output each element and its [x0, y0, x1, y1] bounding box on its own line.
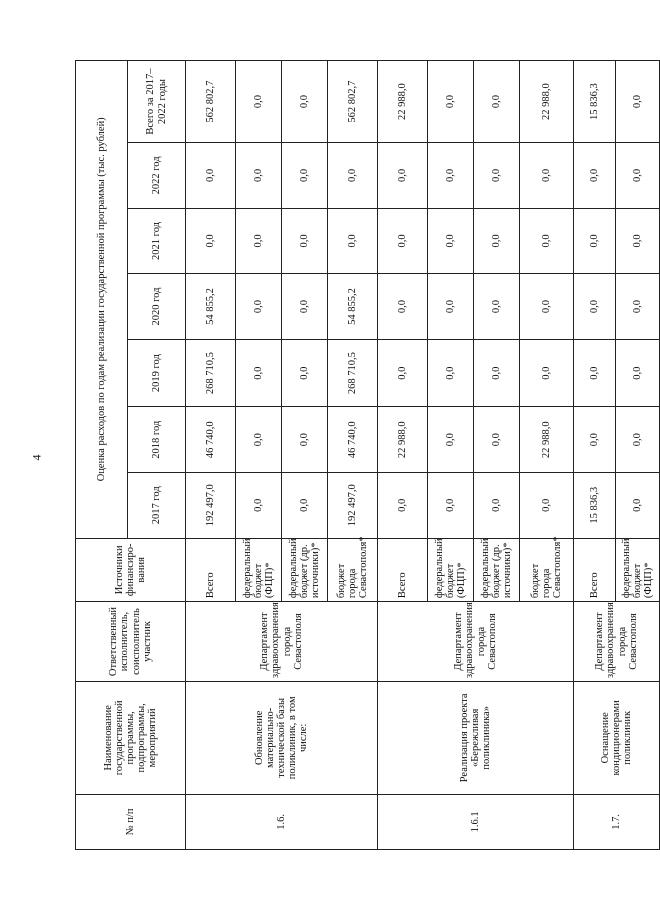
year-value-cell: 192 497,0 [186, 473, 236, 539]
funding-source: федеральный бюджет (др. источники)* [282, 538, 328, 602]
measure-name: Обновление материально-технической базы поликлиник, в том числе: [186, 681, 378, 794]
year-value-cell: 0,0 [474, 274, 520, 340]
header-name: Наименование государственной программы, подпрограммы, мероприятий [76, 681, 186, 794]
year-value-cell: 0,0 [378, 208, 428, 274]
rotated-table-container [75, 60, 654, 850]
table-row [186, 61, 236, 850]
measure-name: Реализация проекта «Бережливая поликлиника» [378, 681, 574, 794]
table-row [378, 61, 428, 850]
year-value-cell: 0,0 [282, 274, 328, 340]
total-value-cell: 0,0 [282, 61, 328, 143]
year-value-cell: 0,0 [474, 473, 520, 539]
row-number: 1.6.1 [378, 794, 574, 849]
year-value-cell: 0,0 [236, 339, 282, 407]
year-value-cell: 0,0 [282, 407, 328, 473]
header-year-total: Всего за 2017–2022 годы [128, 61, 186, 143]
total-value-cell: 22 988,0 [520, 61, 574, 143]
year-value-cell: 0,0 [474, 339, 520, 407]
year-value-cell: 0,0 [574, 274, 616, 340]
year-value-cell: 0,0 [236, 407, 282, 473]
funding-source: федеральный бюджет (ФЦП)* [428, 538, 474, 602]
year-value-cell: 0,0 [574, 208, 616, 274]
year-value-cell: 0,0 [428, 274, 474, 340]
year-value-cell: 0,0 [378, 473, 428, 539]
year-value-cell: 0,0 [378, 339, 428, 407]
year-value-cell: 0,0 [236, 143, 282, 209]
funding-source: федеральный бюджет (ФЦП)* [236, 538, 282, 602]
year-value-cell: 0,0 [474, 143, 520, 209]
funding-source: Всего [378, 538, 428, 602]
year-value-cell: 0,0 [616, 143, 660, 209]
year-value-cell: 0,0 [616, 274, 660, 340]
header-year: 2017 год [128, 473, 186, 539]
header-year: 2018 год [128, 407, 186, 473]
year-value-cell: 0,0 [282, 339, 328, 407]
total-value-cell: 15 836,3 [574, 61, 616, 143]
funding-source: Всего [186, 538, 236, 602]
year-value-cell: 0,0 [428, 473, 474, 539]
header-executor: Ответственный исполнитель, соисполнитель участник [76, 602, 186, 682]
year-value-cell: 0,0 [428, 339, 474, 407]
responsible-executor: Департамент здравоохранения города Севастополя [574, 602, 660, 682]
year-value-cell: 0,0 [616, 473, 660, 539]
year-value-cell: 0,0 [520, 473, 574, 539]
year-value-cell: 0,0 [520, 208, 574, 274]
year-value-cell: 0,0 [574, 339, 616, 407]
year-value-cell: 15 836,3 [574, 473, 616, 539]
year-value-cell: 0,0 [616, 208, 660, 274]
year-value-cell: 0,0 [378, 274, 428, 340]
responsible-executor: Департамент здравоохранения города Севастополя [378, 602, 574, 682]
year-value-cell: 0,0 [282, 473, 328, 539]
year-value-cell: 0,0 [474, 407, 520, 473]
total-value-cell: 0,0 [428, 61, 474, 143]
year-value-cell: 0,0 [282, 208, 328, 274]
year-value-cell: 0,0 [236, 274, 282, 340]
row-number: 1.7. [574, 794, 660, 849]
year-value-cell: 0,0 [474, 208, 520, 274]
page-number: 4 [29, 454, 44, 461]
funding-source: Всего [574, 538, 616, 602]
year-value-cell: 22 988,0 [378, 407, 428, 473]
year-value-cell: 0,0 [186, 143, 236, 209]
funding-source: федеральный бюджет (др. источники)* [474, 538, 520, 602]
year-value-cell: 0,0 [328, 143, 378, 209]
total-value-cell: 0,0 [236, 61, 282, 143]
total-value-cell: 562 802,7 [186, 61, 236, 143]
header-year: 2019 год [128, 339, 186, 407]
year-value-cell: 0,0 [236, 208, 282, 274]
header-no: № п/п [76, 794, 186, 849]
year-value-cell: 268 710,5 [328, 339, 378, 407]
funding-source: федеральный бюджет (ФЦП)* [616, 538, 660, 602]
year-value-cell: 0,0 [520, 339, 574, 407]
rotated-page-area [75, 60, 654, 850]
total-value-cell: 0,0 [616, 61, 660, 143]
header-estimate: Оценка расходов по годам реализации государственной программы (тыс. рублей) [76, 61, 128, 539]
year-value-cell: 0,0 [328, 208, 378, 274]
year-value-cell: 0,0 [574, 143, 616, 209]
year-value-cell: 46 740,0 [328, 407, 378, 473]
year-value-cell: 46 740,0 [186, 407, 236, 473]
year-value-cell: 0,0 [616, 339, 660, 407]
year-value-cell: 0,0 [616, 407, 660, 473]
funding-source: бюджет города Севастополя* [520, 538, 574, 602]
header-source: Источники финансиро-вания [76, 538, 186, 602]
year-value-cell: 0,0 [378, 143, 428, 209]
year-value-cell: 54 855,2 [328, 274, 378, 340]
budget-table [75, 60, 660, 850]
year-value-cell: 0,0 [282, 143, 328, 209]
year-value-cell: 0,0 [428, 208, 474, 274]
year-value-cell: 22 988,0 [520, 407, 574, 473]
year-value-cell: 192 497,0 [328, 473, 378, 539]
year-value-cell: 0,0 [236, 473, 282, 539]
responsible-executor: Департамент здравоохранения города Севастополя [186, 602, 378, 682]
total-value-cell: 0,0 [474, 61, 520, 143]
year-value-cell: 0,0 [520, 143, 574, 209]
funding-source: бюджет города Севастополя* [328, 538, 378, 602]
year-value-cell: 0,0 [520, 274, 574, 340]
year-value-cell: 0,0 [574, 407, 616, 473]
table-row [574, 61, 616, 850]
header-year: 2022 год [128, 143, 186, 209]
measure-name: Оснащение кондиционерами поликлиник [574, 681, 660, 794]
row-number: 1.6. [186, 794, 378, 849]
year-value-cell: 0,0 [428, 407, 474, 473]
header-year: 2020 год [128, 274, 186, 340]
year-value-cell: 0,0 [428, 143, 474, 209]
total-value-cell: 22 988,0 [378, 61, 428, 143]
year-value-cell: 0,0 [186, 208, 236, 274]
total-value-cell: 562 802,7 [328, 61, 378, 143]
year-value-cell: 268 710,5 [186, 339, 236, 407]
header-year: 2021 год [128, 208, 186, 274]
year-value-cell: 54 855,2 [186, 274, 236, 340]
